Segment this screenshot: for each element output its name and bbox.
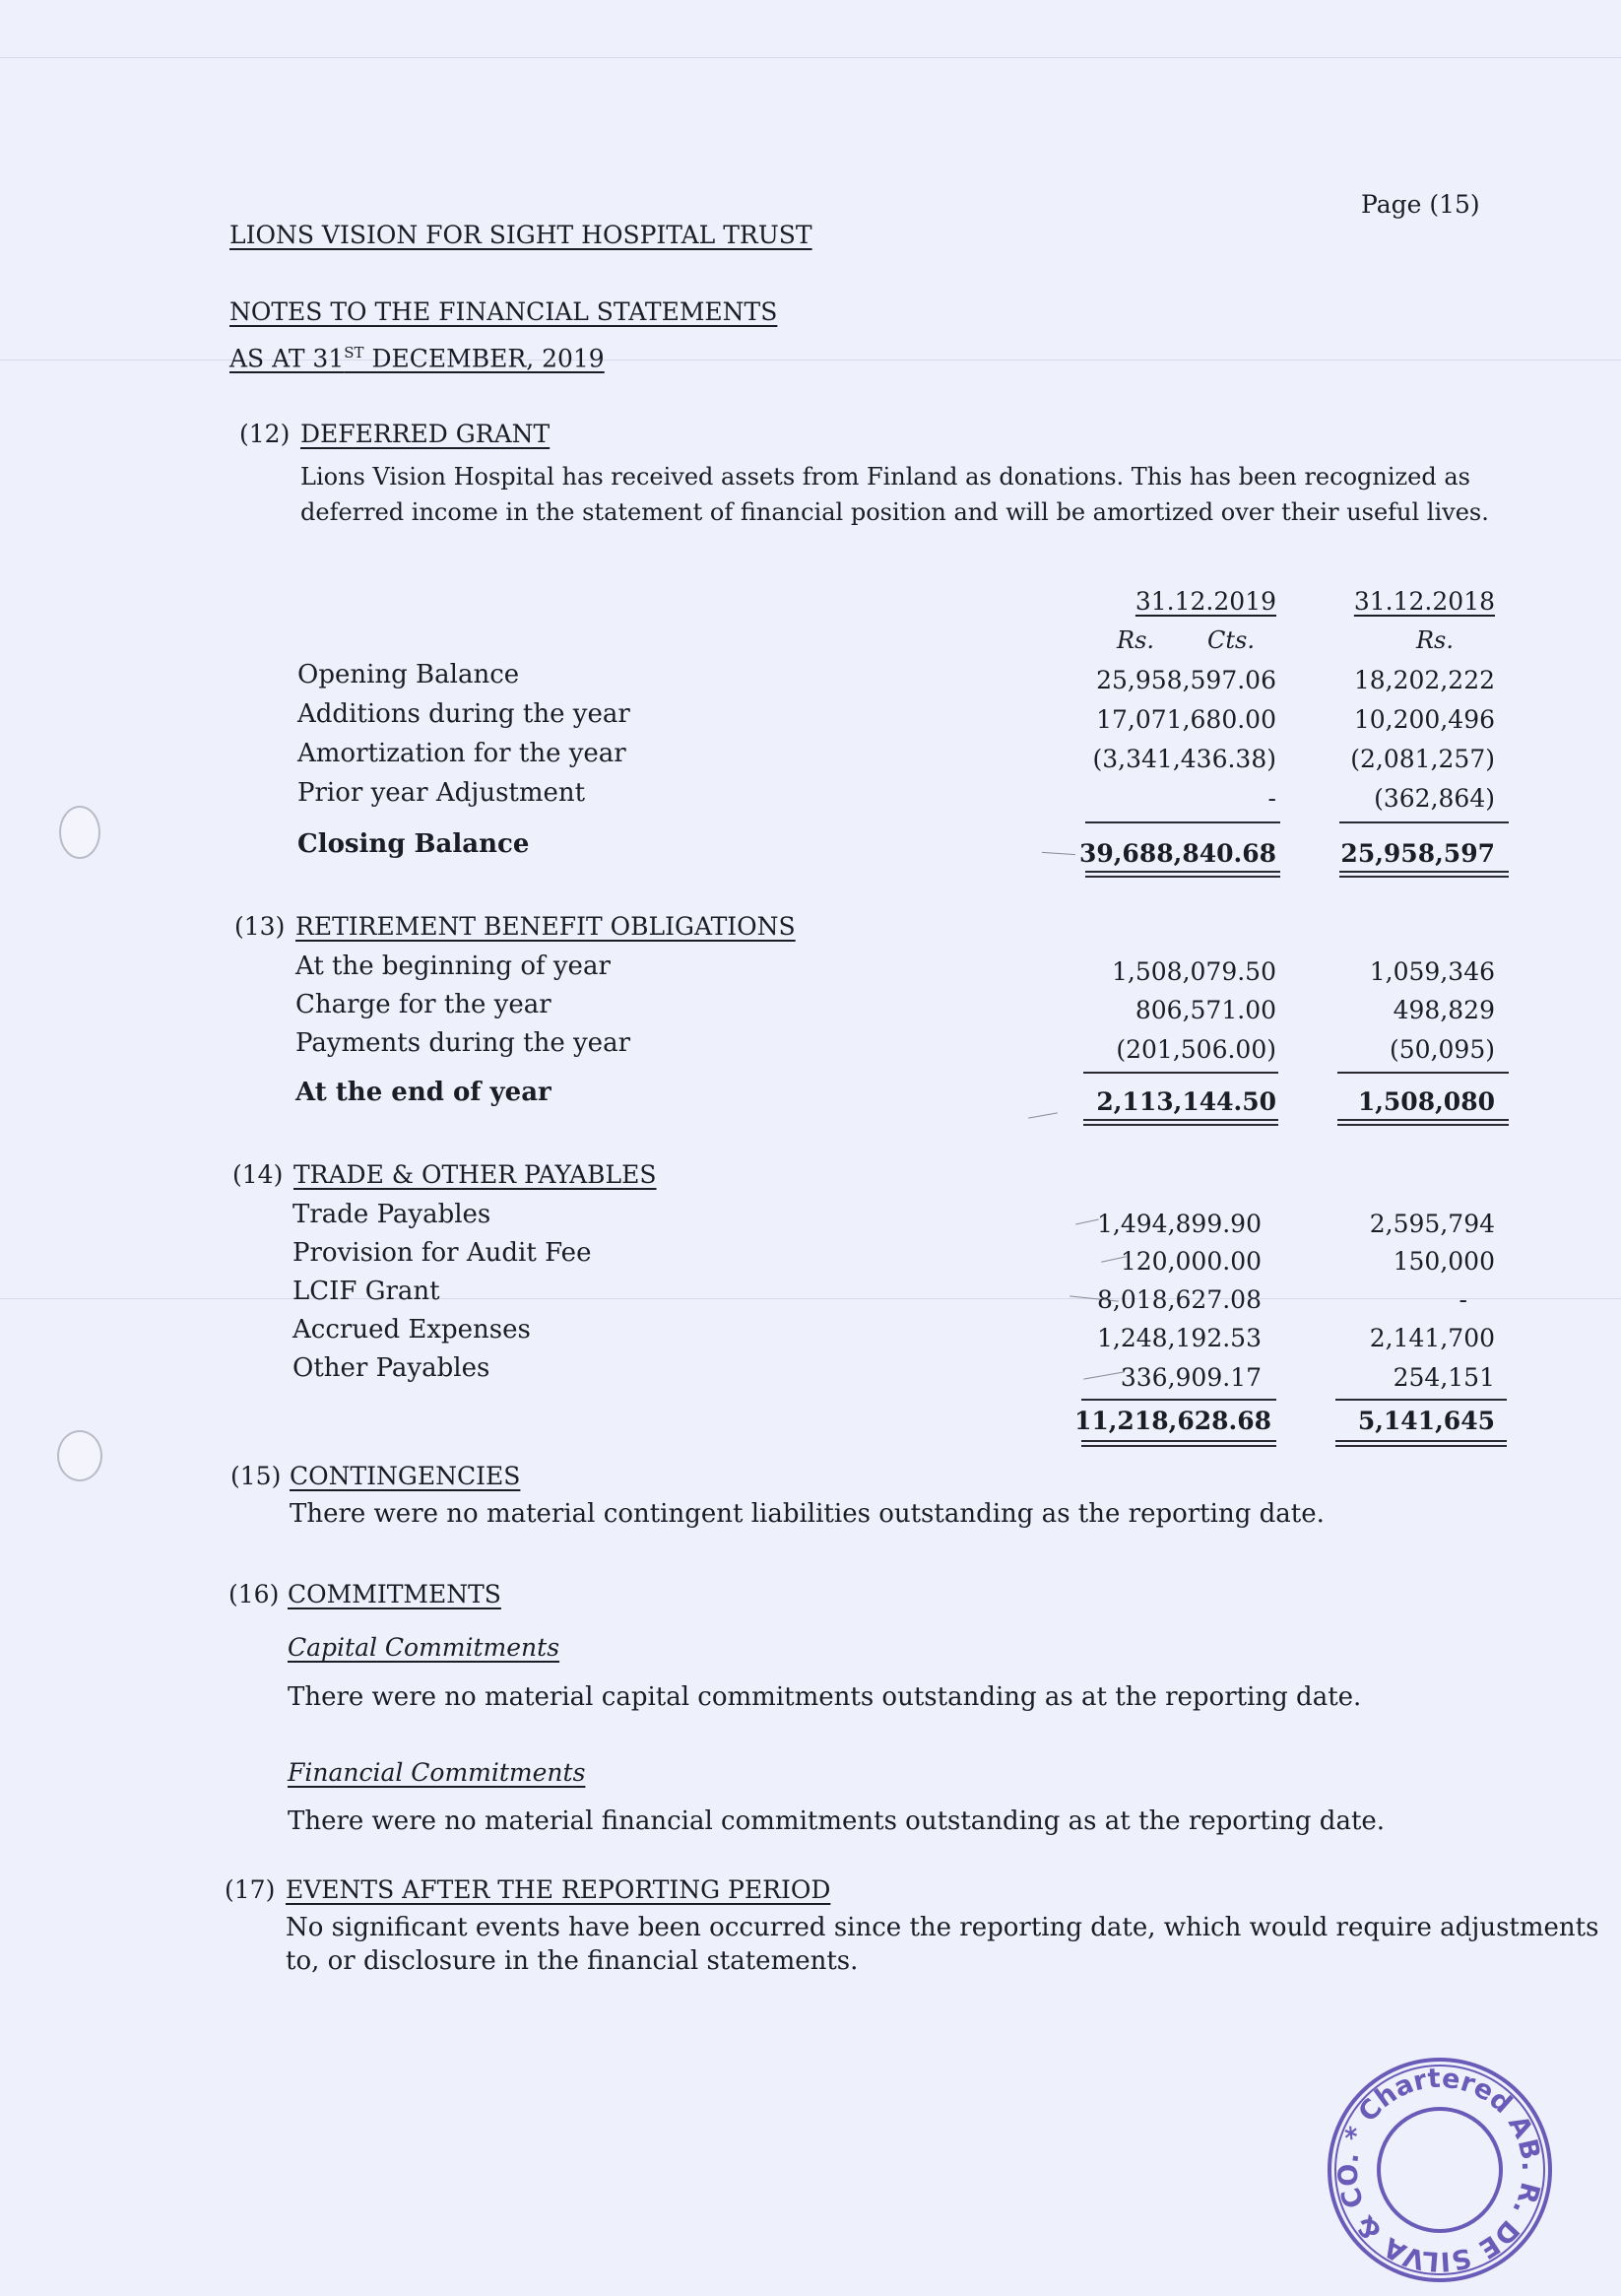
note-17-line-2: to, or disclosure in the financial statements. <box>286 1946 859 1976</box>
value-2018: (362,864) <box>1374 784 1495 813</box>
scan-artifact <box>0 1298 1621 1299</box>
column-header-2018: 31.12.2018 <box>1353 587 1495 616</box>
row-label: Trade Payables <box>292 1200 491 1229</box>
note-14-title: TRADE & OTHER PAYABLES <box>293 1160 657 1189</box>
double-rule <box>1335 1440 1507 1447</box>
note-12-number: (12) <box>239 420 291 448</box>
double-rule <box>1081 1440 1276 1447</box>
row-label: Additions during the year <box>297 699 630 729</box>
total-value-2018: 1,508,080 <box>1357 1087 1495 1116</box>
double-rule <box>1083 1119 1278 1126</box>
total-value-2019: 11,218,628.68 <box>1073 1407 1271 1435</box>
value-2019: 17,071,680.00 <box>1096 705 1276 734</box>
page-number: Page (15) <box>1361 190 1480 219</box>
note-16-number: (16) <box>228 1580 280 1608</box>
subtotal-rule <box>1083 1072 1278 1074</box>
value-2019: 1,248,192.53 <box>1097 1324 1262 1352</box>
scan-artifact <box>0 57 1621 58</box>
punch-hole <box>57 1430 102 1481</box>
row-label: LCIF Grant <box>292 1277 440 1306</box>
value-2019: (3,341,436.38) <box>1092 745 1276 773</box>
note-12-paragraph-line-1: Lions Vision Hospital has received assets from Finland as donations. This has been recognized as <box>300 463 1470 491</box>
capital-commitments-heading: Capital Commitments <box>288 1633 560 1662</box>
row-label: Charge for the year <box>295 990 551 1019</box>
subtotal-rule <box>1081 1399 1276 1401</box>
value-2018: (2,081,257) <box>1350 745 1495 773</box>
note-15-title: CONTINGENCIES <box>290 1462 521 1490</box>
note-12-paragraph-line-2: deferred income in the statement of financial position and will be amortized over their useful lives. <box>300 498 1489 526</box>
value-2018: 1,059,346 <box>1369 957 1495 986</box>
total-value-2018: 25,958,597 <box>1340 839 1495 868</box>
row-label: Prior year Adjustment <box>297 778 586 808</box>
note-15-text: There were no material contingent liabilities outstanding as the reporting date. <box>290 1499 1325 1529</box>
unit-rs-2018: Rs. <box>1415 626 1454 654</box>
value-2018: 498,829 <box>1393 996 1495 1024</box>
unit-rs-2019: Rs. <box>1117 626 1155 654</box>
note-17-number: (17) <box>225 1875 276 1904</box>
value-2019: - <box>1267 784 1276 813</box>
note-14-number: (14) <box>232 1160 284 1189</box>
row-label: Payments during the year <box>295 1028 630 1058</box>
double-rule <box>1339 871 1509 878</box>
note-15-number: (15) <box>230 1462 282 1490</box>
row-label: Opening Balance <box>297 660 520 689</box>
note-13-title: RETIREMENT BENEFIT OBLIGATIONS <box>295 912 796 941</box>
total-value-2018: 5,141,645 <box>1357 1407 1495 1435</box>
total-value-2019: 39,688,840.68 <box>1078 839 1276 868</box>
capital-commitments-text: There were no material capital commitments outstanding as at the reporting date. <box>288 1682 1362 1712</box>
subtotal-rule <box>1339 821 1509 823</box>
auditor-stamp-seal <box>1322 2052 1558 2288</box>
value-2019: (201,506.00) <box>1116 1035 1276 1064</box>
financial-commitments-heading: Financial Commitments <box>288 1758 586 1787</box>
row-label: Amortization for the year <box>297 739 626 768</box>
svg-text:B. R. DE SILVA & CO. * Charter <box>1322 2052 1558 2288</box>
total-label: Closing Balance <box>297 829 530 859</box>
value-2019: 336,909.17 <box>1120 1363 1262 1392</box>
note-12-title: DEFERRED GRANT <box>300 420 551 448</box>
double-rule <box>1085 871 1280 878</box>
note-13-number: (13) <box>234 912 286 941</box>
value-2019: 25,958,597.06 <box>1096 666 1276 694</box>
as-at-date: AS AT 31ST DECEMBER, 2019 <box>229 344 605 373</box>
double-rule <box>1337 1119 1509 1126</box>
value-2018: 150,000 <box>1393 1247 1495 1276</box>
auditor-tick-mark <box>1083 1371 1125 1379</box>
subtotal-rule <box>1335 1399 1507 1401</box>
total-label: At the end of year <box>295 1078 551 1107</box>
financial-commitments-text: There were no material financial commitments outstanding as at the reporting date. <box>288 1806 1386 1836</box>
value-2019: 1,494,899.90 <box>1097 1210 1262 1238</box>
row-label: Accrued Expenses <box>292 1315 531 1345</box>
note-17-line-1: No significant events have been occurred since the reporting date, which would require adjustments <box>286 1913 1599 1942</box>
note-16-title: COMMITMENTS <box>288 1580 501 1608</box>
note-17-title: EVENTS AFTER THE REPORTING PERIOD <box>286 1875 831 1904</box>
value-2018: 18,202,222 <box>1353 666 1495 694</box>
subtotal-rule <box>1085 821 1280 823</box>
value-2019: 120,000.00 <box>1120 1247 1262 1276</box>
row-label: Provision for Audit Fee <box>292 1238 592 1268</box>
auditor-tick-mark <box>1075 1219 1099 1225</box>
value-2019: 806,571.00 <box>1135 996 1276 1024</box>
value-2019: 8,018,627.08 <box>1097 1285 1262 1314</box>
value-2018: 2,595,794 <box>1369 1210 1495 1238</box>
row-label: Other Payables <box>292 1353 490 1383</box>
value-2018: 2,141,700 <box>1369 1324 1495 1352</box>
unit-cts-2019: Cts. <box>1207 626 1255 654</box>
value-2018: - <box>1459 1285 1467 1314</box>
value-2018: 254,151 <box>1393 1363 1495 1392</box>
total-value-2019: 2,113,144.50 <box>1096 1087 1276 1116</box>
document-title: NOTES TO THE FINANCIAL STATEMENTS <box>229 297 778 326</box>
punch-hole <box>59 806 100 859</box>
organization-name: LIONS VISION FOR SIGHT HOSPITAL TRUST <box>229 221 812 249</box>
column-header-2019: 31.12.2019 <box>1135 587 1276 616</box>
auditor-tick-mark <box>1028 1112 1058 1118</box>
value-2018: 10,200,496 <box>1353 705 1495 734</box>
value-2018: (50,095) <box>1390 1035 1495 1064</box>
stamp-text: B. R. DE SILVA & CO. * Chartered Accountants <box>1332 2063 1547 2277</box>
value-2019: 1,508,079.50 <box>1112 957 1276 986</box>
auditor-tick-mark <box>1042 852 1075 855</box>
row-label: At the beginning of year <box>295 951 611 981</box>
subtotal-rule <box>1337 1072 1509 1074</box>
